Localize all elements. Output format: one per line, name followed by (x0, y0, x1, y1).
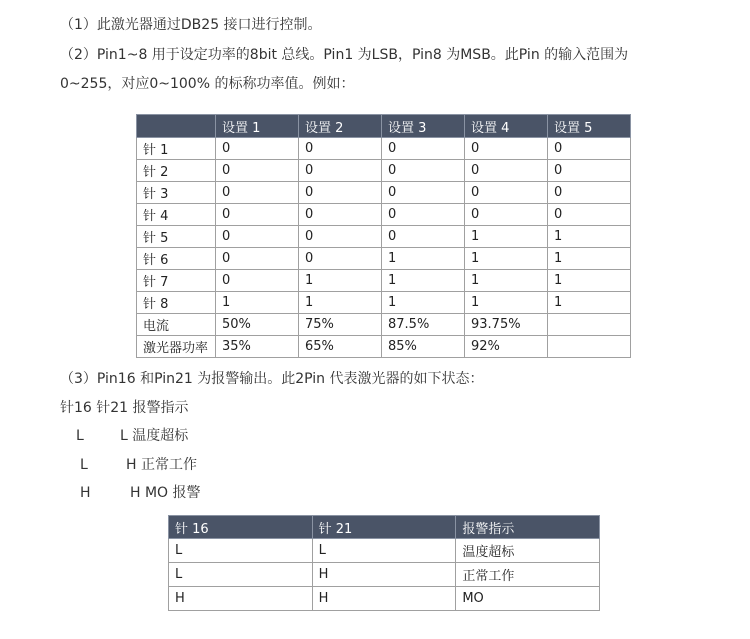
alarm-table-cell: H (312, 563, 456, 587)
paragraph-interface: （1）此激光器通过DB25 接口进行控制。 (60, 17, 322, 33)
power-settings-table (136, 114, 631, 358)
power-table-cell: 电流 (137, 314, 216, 336)
power-table-cell: 0 (382, 182, 465, 204)
power-table-header-cell: 设置 5 (548, 115, 631, 138)
power-table-cell (548, 314, 631, 336)
power-table-cell: 1 (382, 292, 465, 314)
power-table-cell (548, 336, 631, 358)
power-table-cell: 0 (299, 226, 382, 248)
power-table-cell: 针 8 (137, 292, 216, 314)
alarm-table-cell: H (169, 587, 313, 611)
alarm-table-cell: H (312, 587, 456, 611)
alarm-table-cell: L (169, 563, 313, 587)
power-table-cell: 50% (216, 314, 299, 336)
alarm-table-cell: L (169, 539, 313, 563)
power-table-row (137, 336, 631, 358)
power-table-cell: 0 (299, 248, 382, 270)
power-table-cell: 0 (382, 204, 465, 226)
paragraph-bus-line2: 0~255，对应0~100% 的标称功率值。例如： (60, 76, 355, 92)
alarm-table-row (169, 587, 600, 611)
state-a-1: L (76, 428, 84, 444)
alarm-table-cell: 正常工作 (456, 563, 600, 587)
power-table-cell: 65% (299, 336, 382, 358)
power-table-cell: 0 (216, 160, 299, 182)
power-table-row (137, 160, 631, 182)
power-table-header-row (137, 115, 631, 138)
power-table-cell: 0 (216, 248, 299, 270)
power-table-cell: 针 3 (137, 182, 216, 204)
power-table-cell: 0 (548, 182, 631, 204)
power-table-header-cell: 设置 4 (465, 115, 548, 138)
power-table-cell: 0 (216, 182, 299, 204)
power-table-cell: 35% (216, 336, 299, 358)
power-table-cell: 0 (548, 138, 631, 160)
power-table-header-cell: 设置 3 (382, 115, 465, 138)
power-table-cell: 0 (548, 204, 631, 226)
power-table-cell: 1 (465, 270, 548, 292)
power-table-cell: 0 (382, 160, 465, 182)
power-table-row (137, 248, 631, 270)
power-table-header-cell: 设置 1 (216, 115, 299, 138)
power-table-cell: 1 (548, 226, 631, 248)
power-table-row (137, 204, 631, 226)
alarm-table-cell: 温度超标 (456, 539, 600, 563)
power-table-cell: 0 (465, 138, 548, 160)
power-table-cell: 1 (465, 292, 548, 314)
power-table-cell: 1 (216, 292, 299, 314)
power-table-cell: 针 6 (137, 248, 216, 270)
power-table-cell: 针 5 (137, 226, 216, 248)
power-table-cell: 1 (465, 248, 548, 270)
state-a-2: L (80, 457, 88, 473)
power-table-cell: 0 (299, 138, 382, 160)
alarm-table-cell: L (312, 539, 456, 563)
power-table-cell: 93.75% (465, 314, 548, 336)
power-table-row (137, 138, 631, 160)
power-table-row (137, 314, 631, 336)
power-table-cell: 0 (465, 182, 548, 204)
power-table-cell: 87.5% (382, 314, 465, 336)
paragraph-bus-line1: （2）Pin1~8 用于设定功率的8bit 总线。Pin1 为LSB，Pin8 为MSB。此Pin 的输入范围为 (60, 47, 629, 63)
power-table-cell: 1 (548, 292, 631, 314)
power-table-cell: 1 (465, 226, 548, 248)
power-table-row (137, 226, 631, 248)
state-b-3: H MO 报警 (130, 485, 201, 501)
power-table-cell: 0 (299, 182, 382, 204)
alarm-table (168, 515, 600, 611)
power-table-cell: 1 (548, 270, 631, 292)
power-table-cell: 75% (299, 314, 382, 336)
power-table-cell: 1 (299, 292, 382, 314)
alarm-table-header-cell: 针 21 (312, 516, 456, 539)
power-table-header-cell (137, 115, 216, 138)
power-table-cell: 0 (216, 204, 299, 226)
power-table-cell: 激光器功率 (137, 336, 216, 358)
power-table-cell: 92% (465, 336, 548, 358)
alarm-table-header-cell: 报警指示 (456, 516, 600, 539)
power-table-cell: 针 2 (137, 160, 216, 182)
power-table-cell: 1 (299, 270, 382, 292)
power-table-cell: 1 (382, 248, 465, 270)
power-table-cell: 针 4 (137, 204, 216, 226)
power-table-cell: 针 7 (137, 270, 216, 292)
state-b-1: L 温度超标 (120, 428, 189, 444)
power-table-cell: 0 (382, 138, 465, 160)
paragraph-alarm: （3）Pin16 和Pin21 为报警输出。此2Pin 代表激光器的如下状态： (60, 371, 484, 387)
alarm-table-header-row (169, 516, 600, 539)
power-table-row (137, 182, 631, 204)
power-table-cell: 针 1 (137, 138, 216, 160)
power-table-header-cell: 设置 2 (299, 115, 382, 138)
power-table-cell: 85% (382, 336, 465, 358)
power-table-cell: 0 (299, 204, 382, 226)
power-table-row (137, 270, 631, 292)
alarm-table-row (169, 563, 600, 587)
power-table-cell: 0 (465, 204, 548, 226)
power-table-cell: 0 (216, 270, 299, 292)
power-table-cell: 0 (465, 160, 548, 182)
alarm-table-row (169, 539, 600, 563)
power-table-cell: 1 (548, 248, 631, 270)
paragraph-alarm-header: 针16 针21 报警指示 (60, 400, 189, 416)
alarm-table-cell: MO (456, 587, 600, 611)
alarm-table-header-cell: 针 16 (169, 516, 313, 539)
state-a-3: H (80, 485, 91, 501)
power-table-cell: 0 (216, 226, 299, 248)
power-table-cell: 0 (299, 160, 382, 182)
power-table-cell: 0 (216, 138, 299, 160)
power-table-cell: 0 (548, 160, 631, 182)
power-table-cell: 0 (382, 226, 465, 248)
state-b-2: H 正常工作 (126, 457, 197, 473)
power-table-cell: 1 (382, 270, 465, 292)
power-table-row (137, 292, 631, 314)
